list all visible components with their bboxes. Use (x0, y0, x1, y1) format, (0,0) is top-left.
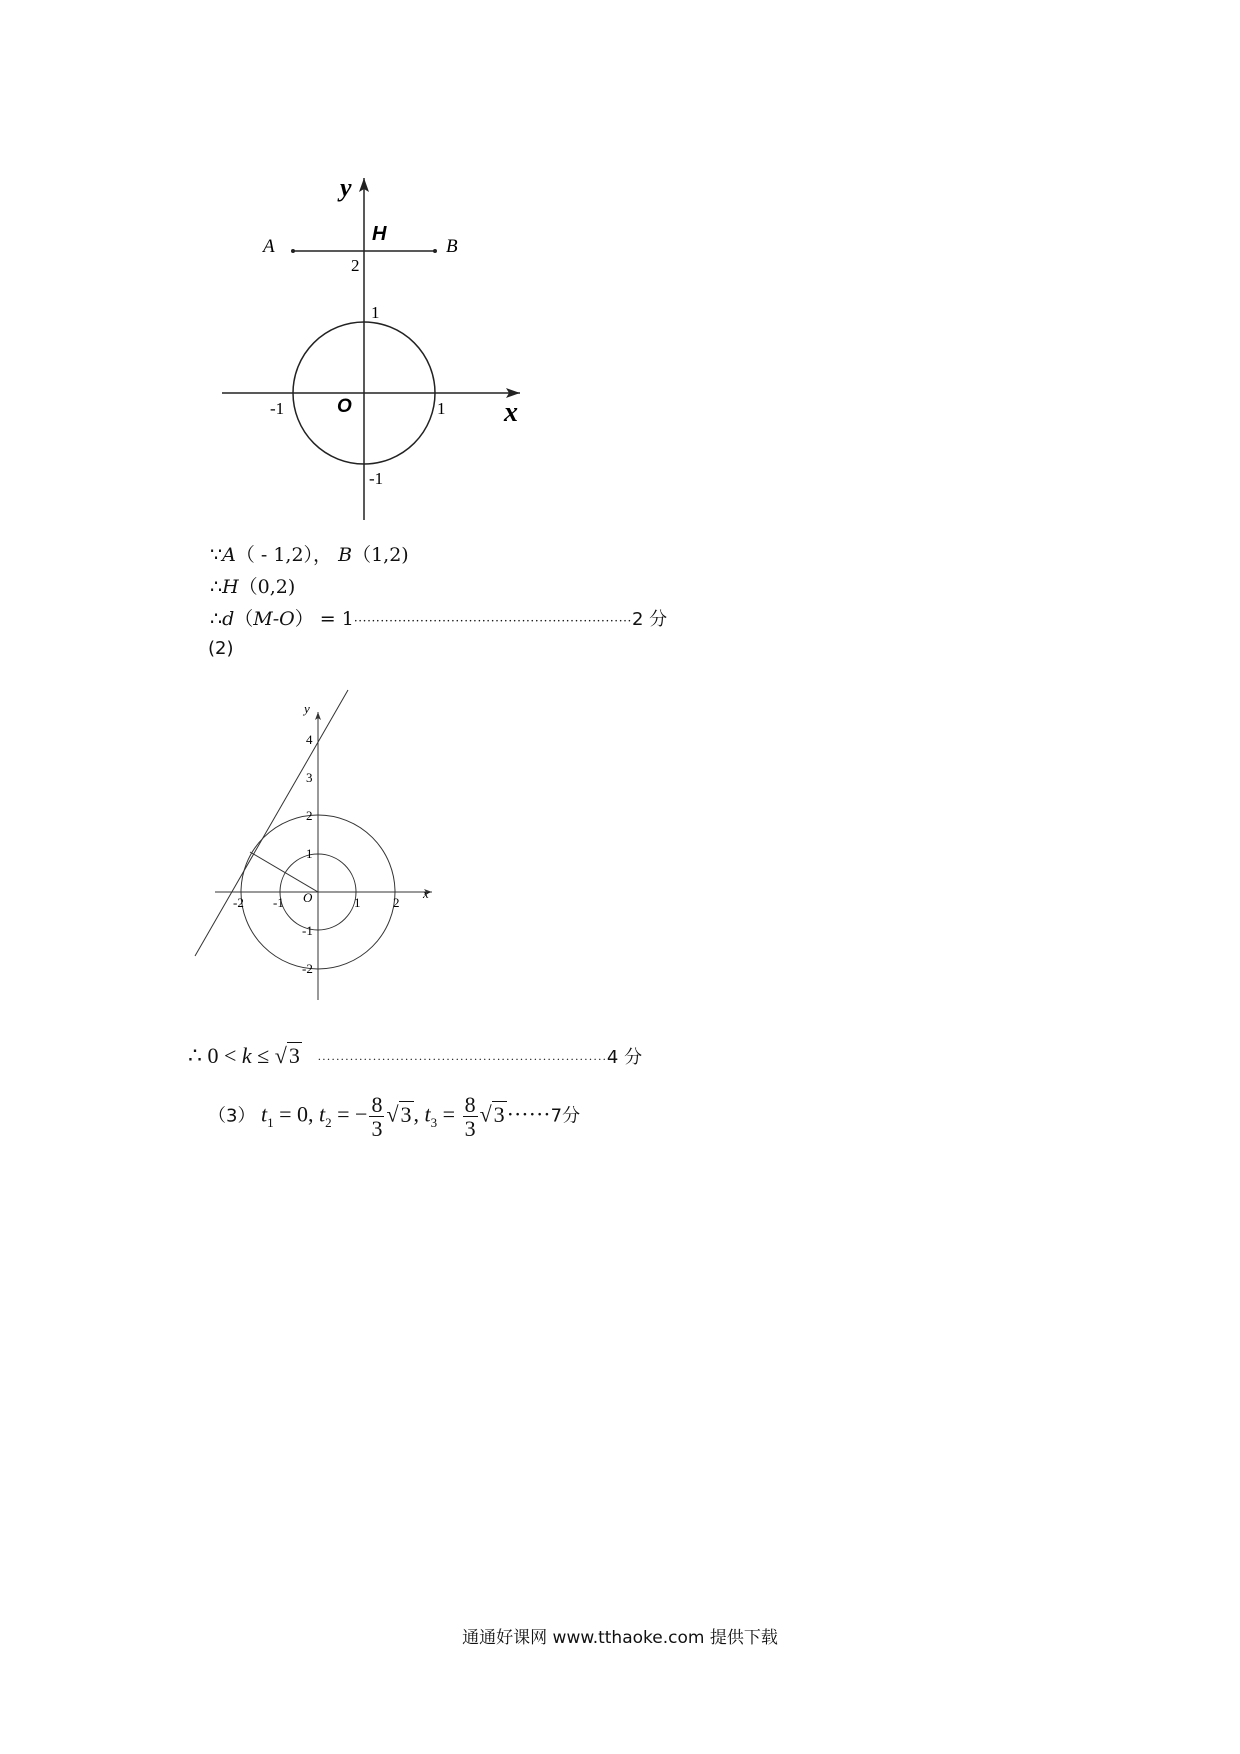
point-b-var: B (338, 544, 353, 566)
sqrt-argument: 3 (493, 1101, 505, 1127)
sqrt-sign: √ (479, 1101, 492, 1127)
figure-1-point-a-label: A (263, 236, 275, 257)
figure-2-tick-y-4: 4 (306, 732, 313, 747)
result-k-var: k (241, 1043, 252, 1068)
t2-var: t (319, 1101, 326, 1127)
score-leader-dots: ······························································· (317, 1052, 607, 1066)
fraction-denominator: 3 (371, 1116, 383, 1142)
figure-2-x-label: x (423, 886, 429, 901)
fraction-numerator: 8 (371, 1092, 383, 1117)
t2-subscript: 2 (325, 1115, 332, 1131)
part-3-label: （3） (208, 1105, 256, 1127)
point-h-var: H (222, 576, 239, 598)
point-h-coords: （0,2) (238, 576, 296, 598)
d-value: = 1 (313, 608, 354, 630)
t3-var: t (424, 1101, 431, 1127)
fraction-8-over-3 (463, 1093, 478, 1140)
figure-2-tick-y-3: 3 (306, 770, 313, 785)
sqrt-sign: √ (274, 1043, 287, 1068)
score-7: 7分 (550, 1105, 581, 1127)
figure-2-tick-x-neg2: -2 (233, 895, 244, 910)
part-2-label: (2) (208, 638, 234, 659)
leader-dots: ······ (506, 1101, 551, 1127)
figure-2-tick-y-neg2: -2 (302, 961, 313, 976)
point-a-var: A (222, 544, 236, 566)
figure-1-tick-x-1: 1 (437, 399, 446, 418)
point-b-coords: （1,2) (352, 544, 409, 566)
comma: , (413, 1101, 425, 1127)
t1-var: t (260, 1101, 268, 1127)
figure-2-tick-x-2: 2 (393, 895, 400, 910)
result-leq: ≤ (251, 1043, 275, 1068)
d-close-paren: ） (294, 608, 314, 630)
figure-1-tick-x-neg1: -1 (270, 399, 285, 418)
sqrt-argument: 3 (400, 1101, 412, 1127)
t3-equation: = (437, 1101, 461, 1127)
d-open-paren: （ (234, 608, 254, 630)
sqrt-sign: √ (386, 1101, 399, 1127)
figure-1-tick-y-1: 1 (371, 303, 380, 322)
sqrt-argument: 3 (288, 1043, 300, 1068)
fraction-denominator: 3 (464, 1116, 476, 1142)
therefore-symbol: ∴ (210, 608, 223, 630)
figure-2-tangent-line (195, 690, 348, 956)
fraction-8-over-3 (369, 1093, 384, 1140)
figure-1-tick-y-neg1: -1 (369, 469, 384, 488)
figure-1-origin-label: O (337, 396, 352, 417)
figure-1-point-b-label: B (446, 236, 458, 257)
page-footer: 通通好课网 www.tthaoke.com 提供下载 (462, 1628, 778, 1648)
figure-2-tick-y-neg1: -1 (302, 923, 313, 938)
result-prefix: ∴ 0 < (188, 1043, 242, 1068)
d-argument: M-O (253, 608, 295, 630)
therefore-symbol: ∴ (210, 576, 223, 598)
score-2: 2 分 (631, 609, 668, 630)
figure-2-tick-x-neg1: -1 (273, 895, 284, 910)
figure-1-point-h-label: H (372, 223, 387, 245)
fraction-numerator: 8 (464, 1092, 476, 1117)
figure-1-y-label: y (340, 173, 352, 202)
d-var: d (222, 608, 235, 630)
part-3-line (208, 1093, 580, 1140)
figure-2-origin-label: O (303, 890, 313, 905)
t2-equation: = − (331, 1101, 368, 1127)
because-symbol: ∵ (210, 544, 223, 566)
figure-2-tick-y-2: 2 (306, 808, 313, 823)
point-a-coords: （ - 1,2）， (235, 544, 333, 566)
figure-1-tick-2: 2 (351, 256, 360, 275)
figure-2-tick-x-1: 1 (354, 895, 361, 910)
figure-2-y-label: y (304, 701, 310, 716)
t3-subscript: 3 (430, 1115, 438, 1131)
t1-equation: = 0, (273, 1101, 319, 1127)
score-leader-dots: ······························································· (353, 614, 632, 628)
figure-1-x-label: x (504, 397, 518, 428)
t1-subscript: 1 (267, 1115, 274, 1131)
part-2-result-line (188, 1043, 642, 1069)
score-4: 4 分 (606, 1047, 643, 1068)
figure-2-tick-y-1: 1 (306, 846, 313, 861)
